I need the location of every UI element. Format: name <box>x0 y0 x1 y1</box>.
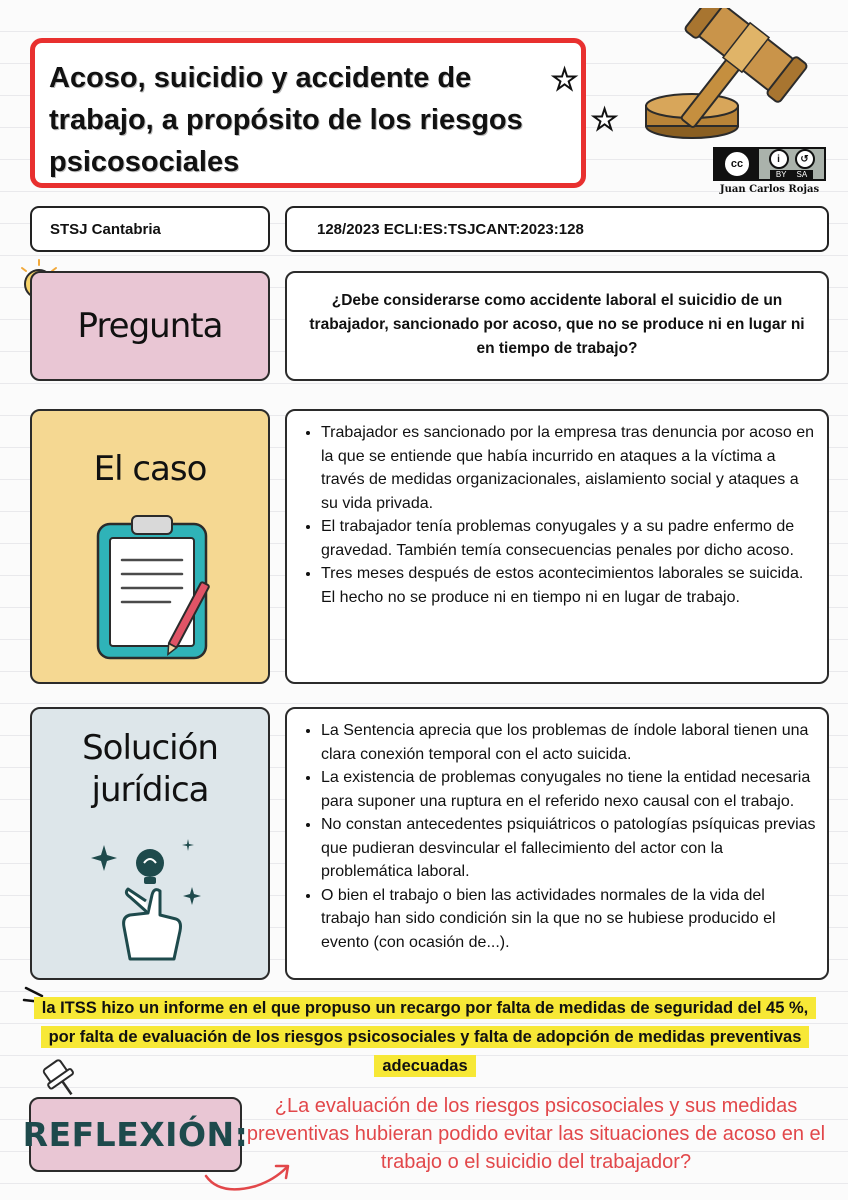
caso-list <box>287 411 827 609</box>
clipboard-icon <box>90 514 220 664</box>
caso-label-box <box>30 409 270 684</box>
license-badge <box>713 147 826 181</box>
author-name: Juan Carlos Rojas <box>719 184 820 195</box>
share-alike-icon: ↺ <box>795 149 815 169</box>
solucion-label-box <box>30 707 270 980</box>
pregunta-text: ¿Debe considerarse como accidente laboral el suicidio de un trabajador, sancionado por acoso, que no se produce ni en lugar ni en tiempo de trabajo? <box>309 292 805 357</box>
list-item: • Trabajador es sancionado por la empresa tras denuncia por acoso en la que se entiende que había incurrido en ataques a la víctima a través de medidas organizacionales, aislamiento social y ataques a su vida privada. <box>321 421 817 515</box>
solucion-label-line1: Solución <box>82 728 218 768</box>
cc-icon: cc <box>723 150 751 178</box>
pregunta-label: Pregunta <box>77 306 223 346</box>
license-by: BY <box>775 170 787 179</box>
caso-content-box <box>285 409 829 684</box>
reflexion-label: REFLEXIÓN: <box>22 1115 249 1154</box>
court-box <box>30 206 270 252</box>
solucion-content-box <box>285 707 829 980</box>
pushpin-icon <box>36 1058 84 1100</box>
list-item: • O bien el trabajo o bien las actividades normales de la vida del trabajo han sido condición sin la que no se hubiese producido el evento (con ocasión de...). <box>321 884 817 955</box>
solucion-list <box>287 709 827 954</box>
license-sa: SA <box>796 170 808 179</box>
reference-box <box>285 206 829 252</box>
pregunta-content-box <box>285 271 829 381</box>
idea-hand-icon <box>90 835 210 965</box>
highlight-text: la ITSS hizo un informe en el que propuso un recargo por falta de medidas de seguridad del 45 %, por falta de evaluación de los riesgos psicosociales y falta de adopción de medidas preventivas adecuadas <box>34 997 816 1077</box>
solucion-label-line2: jurídica <box>91 770 209 810</box>
list-item: • Tres meses después de estos acontecimientos laborales se suicida. El hecho no se produce ni en tiempo ni en lugar de trabajo. <box>321 562 817 609</box>
reference-label: 128/2023 ECLI:ES:TSJCANT:2023:128 <box>317 220 584 238</box>
star-icon: ★ <box>552 64 578 95</box>
court-label: STSJ Cantabria <box>50 220 161 238</box>
list-item: • No constan antecedentes psiquiátricos o patologías psíquicas previas que pudieran desvincular el fallecimiento del actor con la problemática laboral. <box>321 813 817 884</box>
reflexion-question: ¿La evaluación de los riesgos psicosociales y sus medidas preventivas hubieran podido evitar las situaciones de acoso en el trabajo o el suicidio del trabajador? <box>246 1095 826 1173</box>
title-box <box>30 38 586 188</box>
star-icon: ★ <box>592 104 618 135</box>
list-item: • El trabajador tenía problemas conyugales y a su padre enfermo de gravedad. También temía consecuencias penales por dicho acoso. <box>321 515 817 562</box>
attribution-icon: i <box>769 149 789 169</box>
curved-arrow-icon <box>200 1152 300 1196</box>
caso-label: El caso <box>93 449 207 489</box>
pregunta-label-box <box>30 271 270 381</box>
list-item: • La Sentencia aprecia que los problemas de índole laboral tienen una clara conexión temporal con el acto suicida. <box>321 719 817 766</box>
gavel-icon <box>630 8 830 143</box>
itss-highlight <box>30 994 820 1081</box>
page-title: Acoso, suicidio y accidente de trabajo, a propósito de los riesgos psicosociales <box>49 62 523 178</box>
list-item: • La existencia de problemas conyugales no tiene la entidad necesaria para suponer una ruptura en el referido nexo causal con el trabajo. <box>321 766 817 813</box>
